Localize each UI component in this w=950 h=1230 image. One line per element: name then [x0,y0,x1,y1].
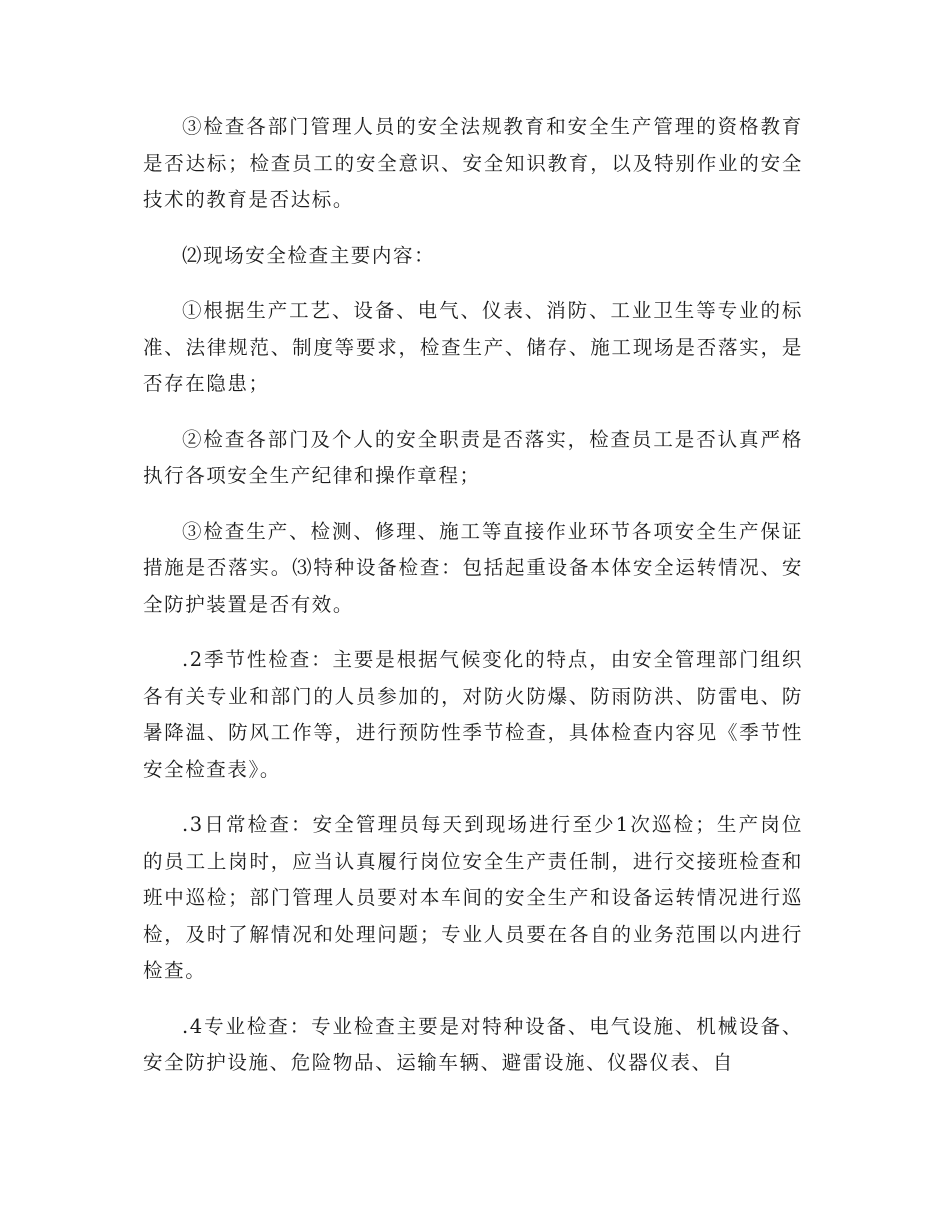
document-body [143,109,803,1101]
paragraph: ⑵现场安全检查主要内容： [182,243,436,267]
paragraph: ①根据生产工艺、设备、电气、仪表、消防、工业卫生等专业的标准、法律规范、制度等要求，检查生产、储存、施工现场是否落实，是否存在隐患； [143,299,803,395]
paragraph: ②检查各部门及个人的安全职责是否落实，检查员工是否认真严格执行各项安全生产纪律和操作章程； [143,427,803,487]
paragraph: .2季节性检查：主要是根据气候变化的特点，由安全管理部门组织各有关专业和部门的人员参加的，对防火防爆、防雨防洪、防雷电、防暑降温、防风工作等，进行预防性季节检查，具体检查内容见《季节性安全检查表》。 [143,648,803,781]
paragraph: ③检查生产、检测、修理、施工等直接作业环节各项安全生产保证措施是否落实。⑶特种设备检查：包括起重设备本体安全运转情况、安全防护装置是否有效。 [143,519,803,616]
paragraph: .3日常检查：安全管理员每天到现场进行至少1次巡检；生产岗位的员工上岗时，应当认真履行岗位安全生产责任制，进行交接班检查和班中巡检；部门管理人员要对本车间的安全生产和设备运转情况进行巡检，及时了解情况和处理问题；专业人员要在各自的业务范围以内进行检查。 [143,813,803,982]
paragraph: .4专业检查：专业检查主要是对特种设备、电气设施、机械设备、安全防护设施、危险物品、运输车辆、避雷设施、仪器仪表、自 [143,1014,803,1074]
paragraph: ③检查各部门管理人员的安全法规教育和安全生产管理的资格教育是否达标；检查员工的安全意识、安全知识教育，以及特别作业的安全技术的教育是否达标。 [143,115,803,211]
